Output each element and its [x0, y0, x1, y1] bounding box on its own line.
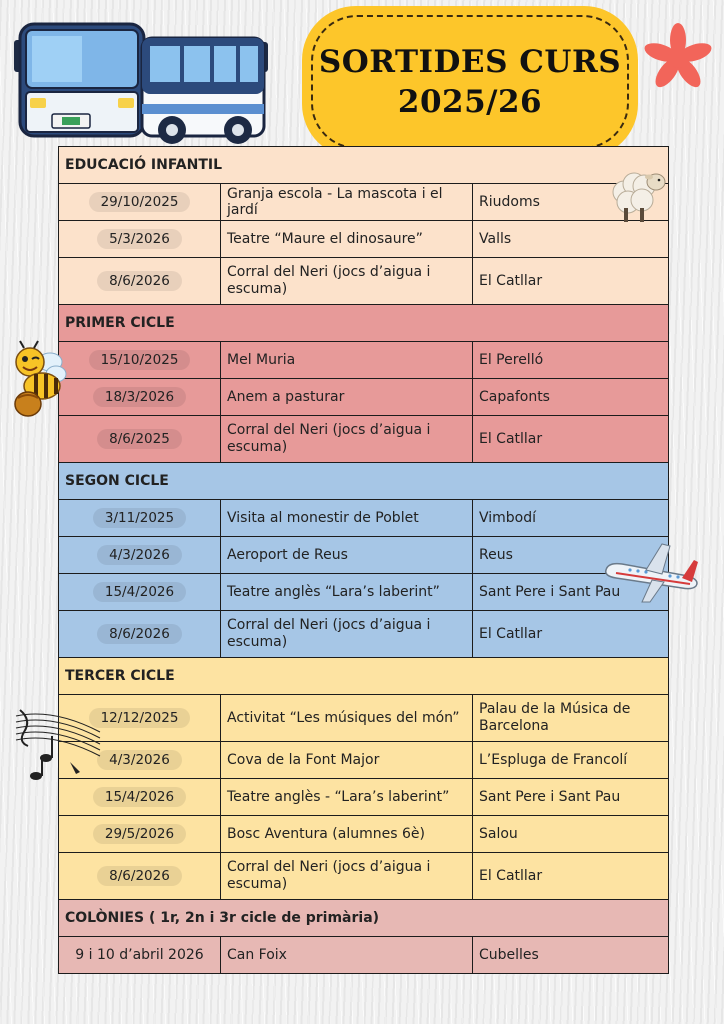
- place-cell: Capafonts: [473, 379, 669, 416]
- date-cell: 18/3/2026: [93, 387, 186, 407]
- date-cell: 29/10/2025: [89, 192, 191, 212]
- table-row: [59, 221, 669, 258]
- date-cell: 8/6/2025: [97, 429, 182, 449]
- date-cell: 9 i 10 d’abril 2026: [59, 937, 221, 974]
- section-header-primer-cicle: [59, 305, 669, 342]
- star-icon: [642, 22, 714, 94]
- place-cell: Valls: [473, 221, 669, 258]
- music-notes-icon: [14, 702, 102, 792]
- table-row: [59, 742, 669, 779]
- date-cell: 8/6/2026: [97, 866, 182, 886]
- place-cell: Cubelles: [473, 937, 669, 974]
- activity-cell: Corral del Neri (jocs d’aigua i escuma): [221, 611, 473, 658]
- place-cell: El Perelló: [473, 342, 669, 379]
- section-title: EDUCACIÓ INFANTIL: [59, 147, 669, 184]
- date-cell: 15/10/2025: [89, 350, 191, 370]
- section-header-colonies: [59, 900, 669, 937]
- table-row: [59, 695, 669, 742]
- sheep-icon: [608, 162, 670, 224]
- section-title: SEGON CICLE: [59, 463, 669, 500]
- table-row: [59, 779, 669, 816]
- place-cell: L’Espluga de Francolí: [473, 742, 669, 779]
- section-title: TERCER CICLE: [59, 658, 669, 695]
- table-row: [59, 500, 669, 537]
- activity-cell: Bosc Aventura (alumnes 6è): [221, 816, 473, 853]
- activity-cell: Corral del Neri (jocs d’aigua i escuma): [221, 416, 473, 463]
- section-header-segon-cicle: [59, 463, 669, 500]
- place-cell: Sant Pere i Sant Pau: [473, 574, 669, 611]
- activity-cell: Teatre “Maure el dinosaure”: [221, 221, 473, 258]
- activity-cell: Activitat “Les músiques del món”: [221, 695, 473, 742]
- table-row: [59, 379, 669, 416]
- activity-cell: Mel Muria: [221, 342, 473, 379]
- date-cell: 15/4/2026: [93, 582, 186, 602]
- place-cell: Sant Pere i Sant Pau: [473, 779, 669, 816]
- activity-cell: Anem a pasturar: [221, 379, 473, 416]
- date-cell: 8/6/2026: [97, 271, 182, 291]
- table-row: [59, 853, 669, 900]
- table-row: [59, 416, 669, 463]
- place-cell: Reus: [473, 537, 669, 574]
- airplane-icon: [602, 540, 702, 604]
- section-header-educacio-infantil: [59, 147, 669, 184]
- table-row: [59, 184, 669, 221]
- activity-cell: Visita al monestir de Poblet: [221, 500, 473, 537]
- date-cell: 3/11/2025: [93, 508, 186, 528]
- table-row: [59, 937, 669, 974]
- place-cell: Riudoms: [473, 184, 669, 221]
- place-cell: Salou: [473, 816, 669, 853]
- section-header-tercer-cicle: [59, 658, 669, 695]
- table-row: [59, 537, 669, 574]
- section-title: COLÒNIES ( 1r, 2n i 3r cicle de primària): [59, 900, 669, 937]
- place-cell: Vimbodí: [473, 500, 669, 537]
- date-cell: 4/3/2026: [97, 750, 182, 770]
- title-badge: [302, 6, 638, 158]
- date-cell: 4/3/2026: [97, 545, 182, 565]
- activity-cell: Corral del Neri (jocs d’aigua i escuma): [221, 853, 473, 900]
- date-cell: 5/3/2026: [97, 229, 182, 249]
- date-cell: 12/12/2025: [89, 708, 191, 728]
- activity-cell: Can Foix: [221, 937, 473, 974]
- section-title: PRIMER CICLE: [59, 305, 669, 342]
- table-row: [59, 258, 669, 305]
- page-title: SORTIDES CURS: [318, 44, 622, 80]
- place-cell: El Catllar: [473, 853, 669, 900]
- place-cell: Palau de la Música de Barcelona: [473, 695, 669, 742]
- place-cell: El Catllar: [473, 416, 669, 463]
- activity-cell: Corral del Neri (jocs d’aigua i escuma): [221, 258, 473, 305]
- table-row: [59, 611, 669, 658]
- place-cell: El Catllar: [473, 258, 669, 305]
- activity-cell: Teatre anglès - “Lara’s laberint”: [221, 779, 473, 816]
- activity-cell: Granja escola - La mascota i el jardí: [221, 184, 473, 221]
- bee-icon: [10, 340, 72, 422]
- place-cell: El Catllar: [473, 611, 669, 658]
- table-row: [59, 816, 669, 853]
- date-cell: 15/4/2026: [93, 787, 186, 807]
- activity-cell: Teatre anglès “Lara’s laberint”: [221, 574, 473, 611]
- date-cell: 29/5/2026: [93, 824, 186, 844]
- activity-cell: Aeroport de Reus: [221, 537, 473, 574]
- page-title-year: 2025/26: [397, 84, 543, 120]
- date-cell: 8/6/2026: [97, 624, 182, 644]
- table-row: [59, 342, 669, 379]
- table-row: [59, 574, 669, 611]
- schedule-table: [58, 146, 669, 974]
- bus-icon: [12, 18, 270, 146]
- activity-cell: Cova de la Font Major: [221, 742, 473, 779]
